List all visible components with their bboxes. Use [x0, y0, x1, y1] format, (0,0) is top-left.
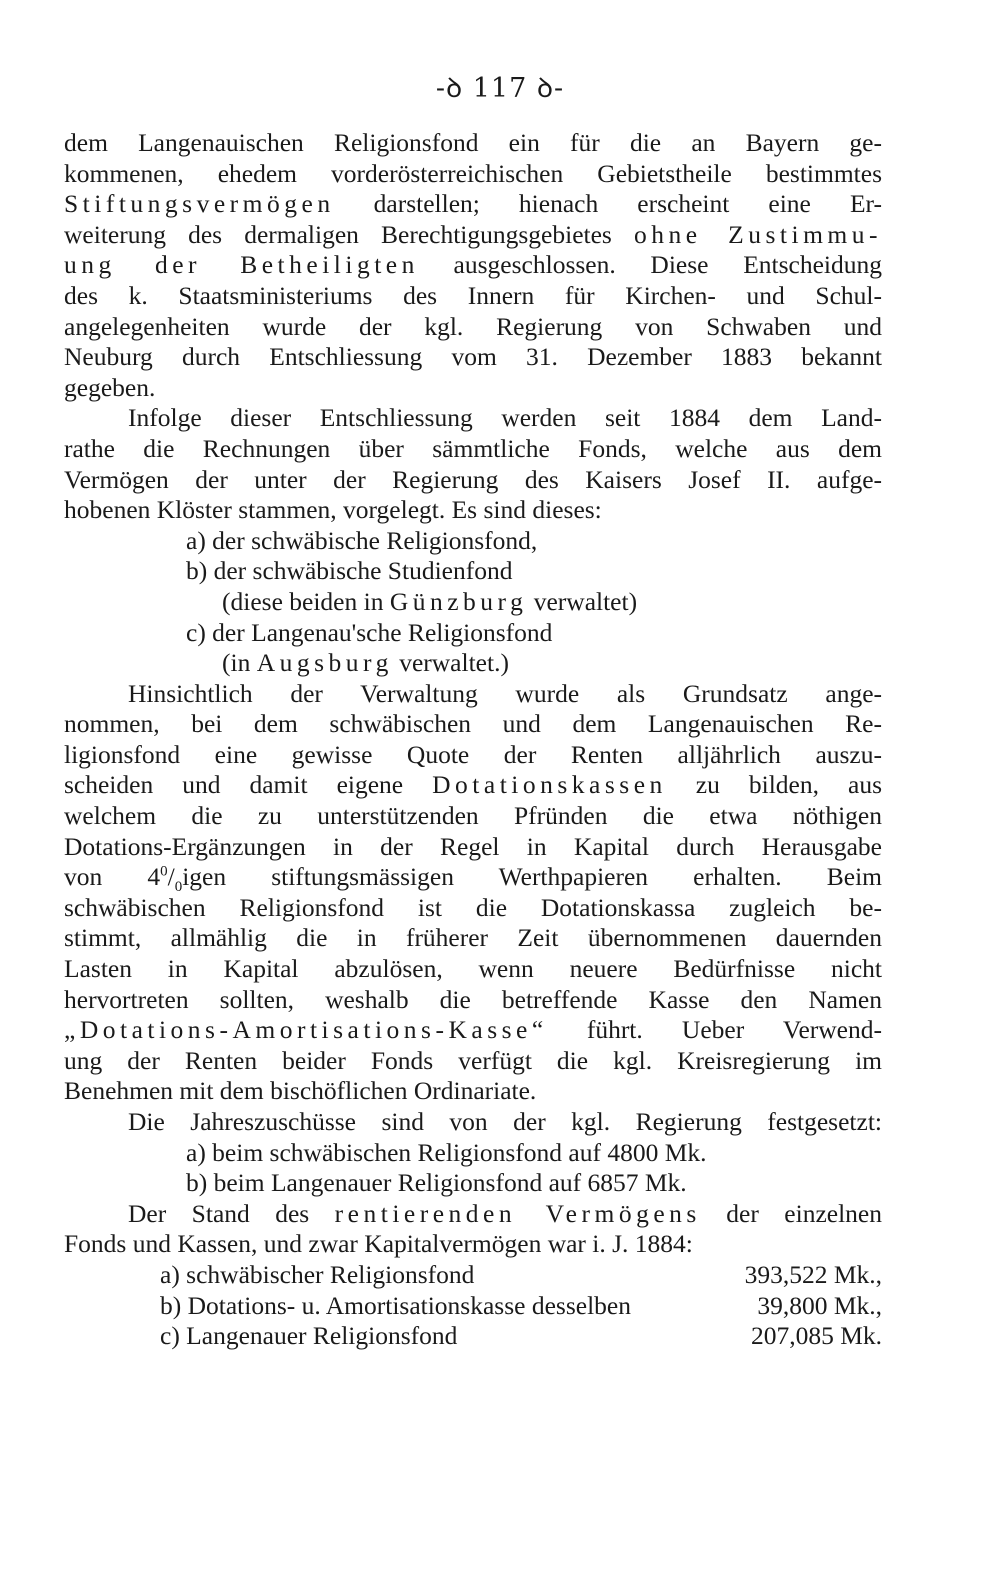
text-line: ung der Betheiligten ausgeschlossen. Diese Entscheidung — [64, 250, 883, 280]
text-line: kommenen, ehedem vorderösterreichischen Gebietstheile bestimmtes — [64, 158, 882, 188]
list-item: b) beim Langenauer Religionsfond auf 6857 Mk. — [186, 1168, 687, 1198]
list-item: b) der schwäbische Studienfond — [186, 556, 513, 586]
text-line: schwäbischen Religionsfond ist die Dotationskassa zugleich be- — [64, 892, 882, 922]
text-line: nommen, bei dem schwäbischen und dem Langenauischen Re- — [64, 709, 882, 739]
text-line: ung der Renten beider Fonds verfügt die kgl. Kreisregierung im — [64, 1045, 882, 1075]
text-line: hobenen Klöster stammen, vorgelegt. Es sind dieses: — [64, 495, 602, 525]
text-line: angelegenheiten wurde der kgl. Regierung von Schwaben und — [64, 311, 882, 341]
text-line: welchem die zu unterstützenden Pfründen die etwa nöthigen — [64, 801, 882, 831]
text-line: Hinsichtlich der Verwaltung wurde als Grundsatz ange- — [128, 678, 882, 708]
row-amount: 393,522 Mk., — [744, 1259, 882, 1289]
text-line: Dotations-Ergänzungen in der Regel in Kapital durch Herausgabe — [64, 831, 882, 861]
text-line: von $4^0/_0igen$ stiftungsmässigen Werthpapieren erhalten. Beim — [64, 862, 882, 896]
spaced-term: Stiftungsvermögen — [64, 189, 335, 219]
spaced-term: Dotationskassen — [432, 770, 667, 800]
text-line: Die Jahreszuschüsse sind von der kgl. Regierung festgesetzt: — [128, 1107, 882, 1136]
spaced-term: Günzburg — [389, 586, 528, 616]
text-line: stimmt, allmählig die in früherer Zeit übernommenen dauernden — [64, 923, 882, 953]
text-line: „Dotations-Amortisations-Kasse“ führt. Ueber Verwend- — [64, 1015, 882, 1045]
text-line: Lasten in Kapital abzulösen, wenn neuere Bedürfnisse nicht — [64, 954, 882, 984]
row-label: a) schwäbischer Religionsfond — [160, 1259, 475, 1289]
spaced-term: Augsburg — [256, 648, 393, 678]
row-label: b) Dotations- u. Amortisationskasse desselben — [160, 1290, 631, 1320]
text-line: dem Langenauischen Religionsfond ein für die an Bayern ge- — [64, 128, 882, 157]
text-line: Benehmen mit dem bischöflichen Ordinariate. — [64, 1076, 537, 1106]
text-line: hervortreten sollten, weshalb die betreffende Kasse den Namen — [64, 984, 882, 1014]
text-line: Vermögen der unter der Regierung des Kaisers Josef II. aufge- — [64, 464, 882, 494]
page-number: -ꝺ 117 ꝺ- — [435, 73, 565, 104]
list-note: (in Augsburg verwaltet.) — [222, 648, 509, 678]
spaced-term: ohne Zustimmu- — [633, 219, 883, 249]
table-row — [64, 1321, 882, 1352]
text-line: Der Stand des rentierenden Vermögens der einzelnen — [128, 1198, 882, 1228]
text-line: rathe die Rechnungen über sämmtliche Fonds, welche aus dem — [64, 433, 882, 463]
list-item: a) beim schwäbischen Religionsfond auf 4800 Mk. — [186, 1137, 707, 1167]
body-text — [64, 128, 882, 1352]
spaced-term: ung der Betheiligten — [64, 250, 419, 280]
text-line: weiterung des dermaligen Berechtigungsgebietes ohne Zustimmu- — [64, 219, 883, 249]
list-item: c) der Langenau'sche Religionsfond — [186, 617, 553, 647]
row-amount: 207,085 Mk. — [750, 1321, 882, 1351]
text-line: ligionsfond eine gewisse Quote der Renten alljährlich auszu- — [64, 739, 882, 769]
spaced-term: rentierenden Vermögens — [334, 1198, 701, 1228]
text-line: Fonds und Kassen, und zwar Kapitalvermögen war i. J. 1884: — [64, 1229, 693, 1259]
text-line: Neuburg durch Entschliessung vom 31. Dezember 1883 bekannt — [64, 342, 882, 372]
text-line: gegeben. — [64, 372, 156, 402]
table-row — [64, 1260, 882, 1291]
spaced-term: „Dotations-Amortisations-Kasse“ — [64, 1015, 548, 1045]
table-row — [64, 1291, 882, 1322]
row-amount: 39,800 Mk., — [757, 1290, 882, 1320]
text-line: des k. Staatsministeriums des Innern für Kirchen- und Schul- — [64, 280, 882, 310]
list-note: (diese beiden in Günzburg verwaltet) — [222, 586, 638, 616]
list-item: a) der schwäbische Religionsfond, — [186, 525, 538, 555]
row-label: c) Langenauer Religionsfond — [160, 1321, 458, 1351]
text-line: Stiftungsvermögen darstellen; hienach erscheint eine Er- — [64, 189, 882, 219]
text-line: Infolge dieser Entschliessung werden seit 1884 dem Land- — [128, 403, 882, 433]
text-line: scheiden und damit eigene Dotationskassen zu bilden, aus — [64, 770, 882, 800]
